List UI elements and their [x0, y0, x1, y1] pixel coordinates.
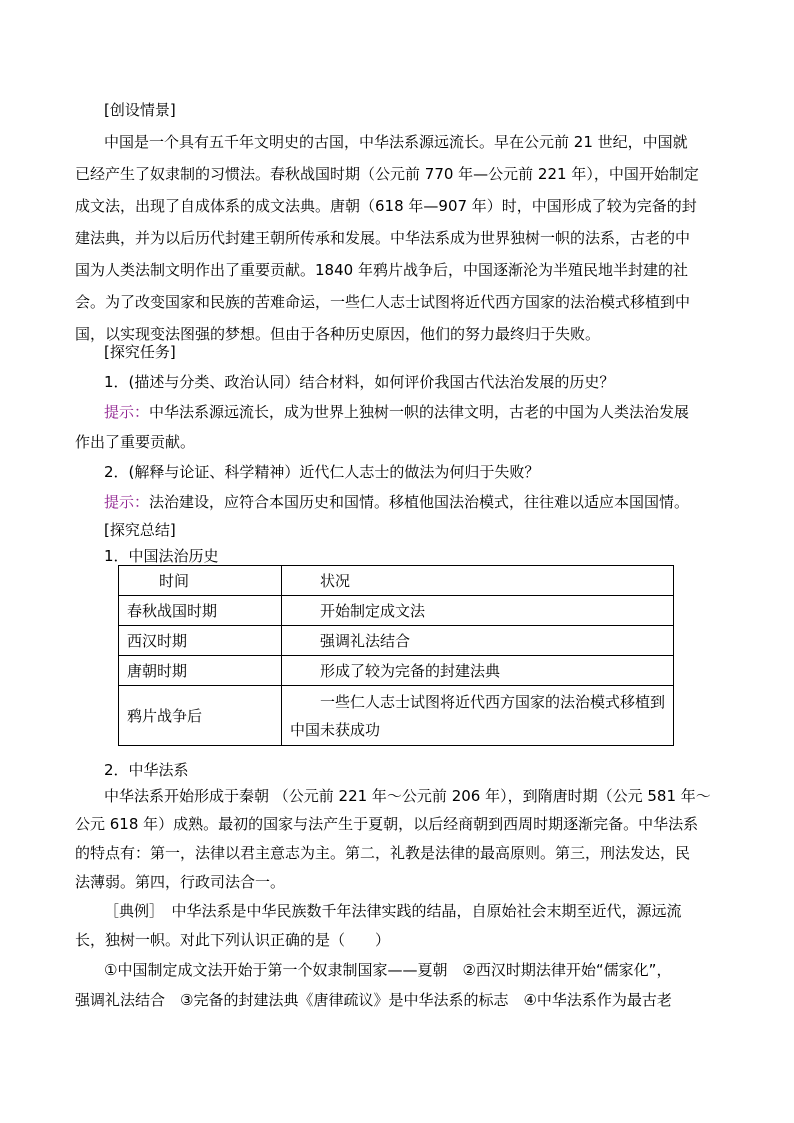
scene-line-2: 已经产生了奴隶制的习惯法。春秋战国时期（公元前 770 年—公元前 221 年），中国开始制定: [75, 165, 699, 183]
table-cell-status: 开始制定成文法: [281, 596, 673, 626]
table-row: [119, 686, 674, 746]
table-cell-status: 一些仁人志士试图将近代西方国家的法治模式移植到 中国未获成功: [281, 686, 673, 746]
table-header-time: 时间: [119, 566, 282, 596]
scene-line-1: 中国是一个具有五千年文明史的古国，中华法系源远流长。早在公元前 21 世纪，中国就: [104, 133, 688, 151]
task-answer-2: 提示：法治建设，应符合本国历史和国情。移植他国法治模式，往往难以适应本国国情。: [104, 493, 690, 511]
table-row: [119, 596, 674, 626]
summary-sub-2: 2．中华法系: [104, 761, 189, 779]
scene-line-6: 会。为了改变国家和民族的苦难命运，一些仁人志士试图将近代西方国家的法治模式移植到中: [75, 293, 691, 311]
task-heading: [探究任务]: [104, 343, 176, 361]
table-row: [119, 626, 674, 656]
summary-heading: [探究总结]: [104, 521, 176, 539]
scene-line-4: 建法典，并为以后历代封建王朝所传承和发展。中华法系成为世界独树一帜的法系，古老的中: [75, 229, 691, 247]
table-header-row: [119, 566, 674, 596]
table-cell-time: 西汉时期: [119, 626, 282, 656]
scene-line-7: 国，以实现变法图强的梦想。但由于各种历史原因，他们的努力最终归于失败。: [75, 325, 601, 343]
scene-heading: [创设情景]: [104, 101, 176, 119]
table-cell-time: 鸦片战争后: [119, 686, 282, 746]
summary-para-1: 中华法系开始形成于秦朝 （公元前 221 年～公元前 206 年），到隋唐时期（公元 581 年～: [104, 787, 711, 805]
task-question-1: 1．(描述与分类、政治认同）结合材料，如何评价我国古代法治发展的历史？: [104, 373, 615, 391]
table-cell-time: 春秋战国时期: [119, 596, 282, 626]
hint-label: 提示：: [104, 403, 150, 421]
scene-line-5: 国为人类法制文明作出了重要贡献。1840 年鸦片战争后，中国逐渐沦为半殖民地半封建的社: [75, 261, 688, 279]
summary-sub-1: 1．中国法治历史: [104, 547, 219, 565]
task-answer-1-line-1: 提示：中华法系源远流长，成为世界上独树一帜的法律文明，古老的中国为人类法治发展: [104, 403, 690, 421]
task-question-2: 2．(解释与论证、科学精神）近代仁人志士的做法为何归于失败？: [104, 463, 540, 481]
summary-para-3: 的特点有：第一，法律以君主意志为主。第二，礼教是法律的最高原则。第三，刑法发达，民: [75, 844, 691, 862]
example-line-1: ［典例］ 中华法系是中华民族数千年法律实践的结晶，自原始社会末期至近代，源远流: [104, 902, 682, 920]
task-answer-1-line-2: 作出了重要贡献。: [75, 433, 196, 451]
hint-label: 提示：: [104, 493, 150, 511]
history-table: [118, 565, 674, 746]
scene-line-3: 成文法，出现了自成体系的成文法典。唐朝（618 年—907 年）时，中国形成了较为完备的封: [75, 197, 697, 215]
table-row: [119, 656, 674, 686]
table-cell-time: 唐朝时期: [119, 656, 282, 686]
table-cell-status: 形成了较为完备的封建法典: [281, 656, 673, 686]
example-line-4: 强调礼法结合 ③完备的封建法典《唐律疏议》是中华法系的标志 ④中华法系作为最古老: [75, 991, 672, 1009]
example-line-2: 长，独树一帜。对此下列认识正确的是（ ）: [75, 931, 391, 949]
table-header-status: 状况: [281, 566, 673, 596]
summary-para-2: 公元 618 年）成熟。最初的国家与法产生于夏朝，以后经商朝到西周时期逐渐完备。中华法系: [75, 815, 699, 833]
example-line-3: ①中国制定成文法开始于第一个奴隶制国家——夏朝 ②西汉时期法律开始“儒家化”，: [104, 961, 672, 979]
summary-para-4: 法薄弱。第四，行政司法合一。: [75, 873, 286, 891]
table-cell-status: 强调礼法结合: [281, 626, 673, 656]
